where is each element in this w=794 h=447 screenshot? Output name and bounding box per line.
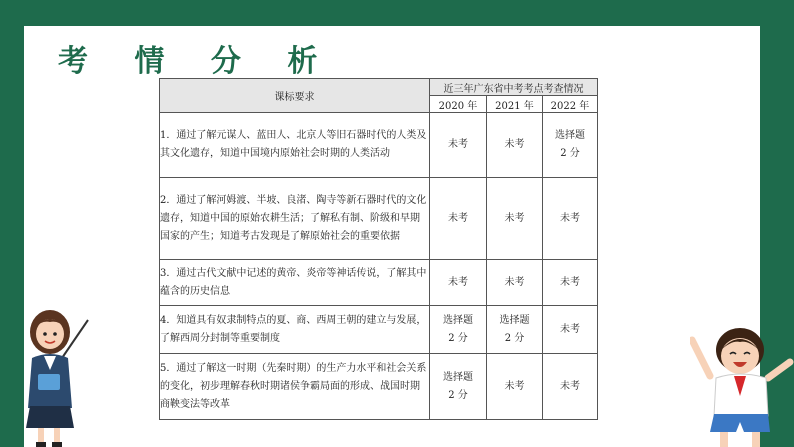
requirement-cell: 4．知道具有奴隶制特点的夏、商、西周王朝的建立与发展，了解西周分封制等重要制度: [160, 306, 430, 354]
header-year-2021: 2021 年: [487, 96, 543, 113]
header-requirement: 课标要求: [160, 79, 430, 113]
table-row: [160, 113, 598, 178]
teacher-illustration-icon: [14, 300, 94, 447]
table-row: [160, 178, 598, 260]
result-cell: 未考: [543, 178, 598, 260]
result-cell: 未考: [487, 260, 543, 306]
header-exam: 近三年广东省中考考点考查情况: [430, 79, 598, 96]
requirement-cell: 2．通过了解河姆渡、半坡、良渚、陶寺等新石器时代的文化遗存，知道中国的原始农耕生活；了解私有制、阶级和早期国家的产生；知道考古发现是了解原始社会的重要依据: [160, 178, 430, 260]
result-cell: 未考: [430, 113, 487, 178]
result-cell: 选择题 2 分: [543, 113, 598, 178]
result-cell: 未考: [543, 260, 598, 306]
result-cell: 选择题 2 分: [430, 354, 487, 420]
slide-canvas: [24, 26, 760, 447]
requirement-cell: 5．通过了解这一时期（先秦时期）的生产力水平和社会关系的变化，初步理解春秋时期诸侯争霸局面的形成、战国时期商鞅变法等改革: [160, 354, 430, 420]
result-cell: 选择题 2 分: [430, 306, 487, 354]
requirement-cell: 1．通过了解元谋人、蓝田人、北京人等旧石器时代的人类及其文化遗存，知道中国境内原始社会时期的人类活动: [160, 113, 430, 178]
requirement-cell: 3．通过古代文献中记述的黄帝、炎帝等神话传说，了解其中蕴含的历史信息: [160, 260, 430, 306]
student-illustration-icon: [690, 320, 794, 447]
result-cell: 未考: [543, 354, 598, 420]
table-row: [160, 260, 598, 306]
result-cell: 未考: [430, 260, 487, 306]
header-year-2022: 2022 年: [543, 96, 598, 113]
table-row: [160, 354, 598, 420]
header-year-2020: 2020 年: [430, 96, 487, 113]
exam-analysis-table: [159, 78, 598, 420]
page-title: 考 情 分 析: [58, 44, 336, 79]
table-row: [160, 306, 598, 354]
result-cell: 未考: [487, 178, 543, 260]
result-cell: 未考: [487, 354, 543, 420]
result-cell: 未考: [430, 178, 487, 260]
result-cell: 未考: [487, 113, 543, 178]
result-cell: 选择题 2 分: [487, 306, 543, 354]
result-cell: 未考: [543, 306, 598, 354]
